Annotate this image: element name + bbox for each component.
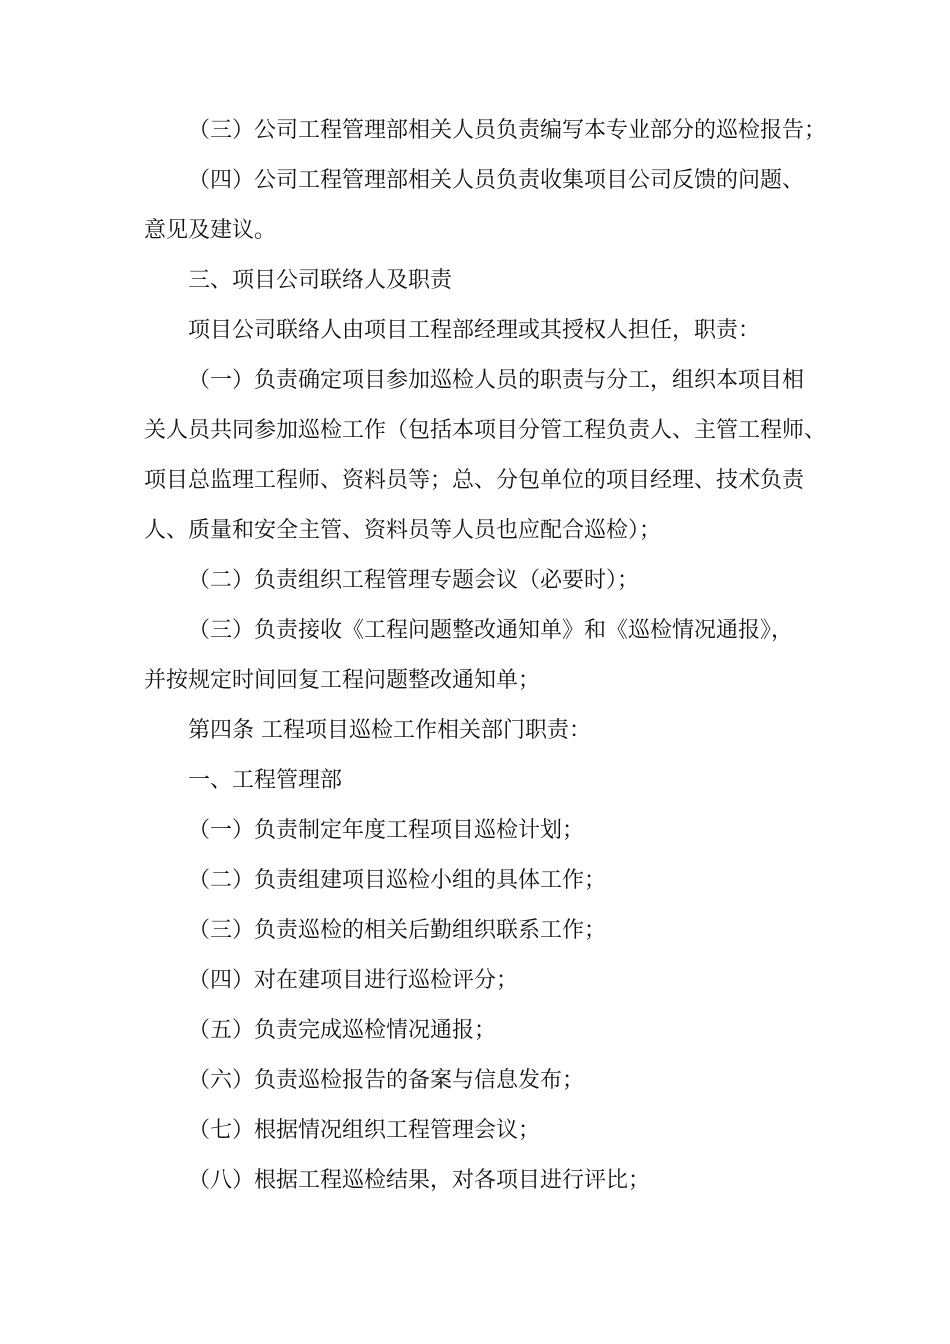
list-item: （八）根据工程巡检结果，对各项目进行评比；	[188, 1168, 651, 1193]
paragraph-line: 并按规定时间回复工程问题整改通知单；	[144, 668, 541, 693]
section-heading: 三、项目公司联络人及职责	[188, 268, 453, 293]
list-item: （四）对在建项目进行巡检评分；	[188, 968, 519, 993]
list-item: （六）负责巡检报告的备案与信息发布；	[188, 1068, 585, 1093]
list-item: （五）负责完成巡检情况通报；	[188, 1018, 497, 1043]
paragraph-line: 关人员共同参加巡检工作（包括本项目分管工程负责人、主管工程师、	[144, 418, 827, 443]
list-item: （二）负责组建项目巡检小组的具体工作；	[188, 868, 607, 893]
paragraph-line: （二）负责组织工程管理专题会议（必要时）；	[188, 568, 640, 593]
paragraph-line: （三）负责接收《工程问题整改通知单》和《巡检情况通报》，	[188, 618, 794, 643]
list-item: （七）根据情况组织工程管理会议；	[188, 1118, 541, 1143]
paragraph-line: （一）负责确定项目参加巡检人员的职责与分工，组织本项目相	[188, 368, 805, 393]
paragraph-line: 项目总监理工程师、资料员等；总、分包单位的项目经理、技术负责	[144, 468, 805, 493]
paragraph-line: 项目公司联络人由项目工程部经理或其授权人担任，职责：	[188, 318, 761, 343]
list-item: （一）负责制定年度工程项目巡检计划；	[188, 818, 585, 843]
paragraph-line: 意见及建议。	[144, 218, 277, 243]
document-body	[144, 106, 827, 1206]
article-heading: 第四条 工程项目巡检工作相关部门职责：	[188, 718, 591, 743]
list-item: （三）负责巡检的相关后勤组织联系工作；	[188, 918, 607, 943]
paragraph-line: 人、质量和安全主管、资料员等人员也应配合巡检）；	[144, 518, 662, 543]
paragraph-line: （四）公司工程管理部相关人员负责收集项目公司反馈的问题、	[188, 168, 805, 193]
paragraph-line: （三）公司工程管理部相关人员负责编写本专业部分的巡检报告；	[188, 118, 827, 143]
section-heading: 一、工程管理部	[188, 768, 343, 793]
